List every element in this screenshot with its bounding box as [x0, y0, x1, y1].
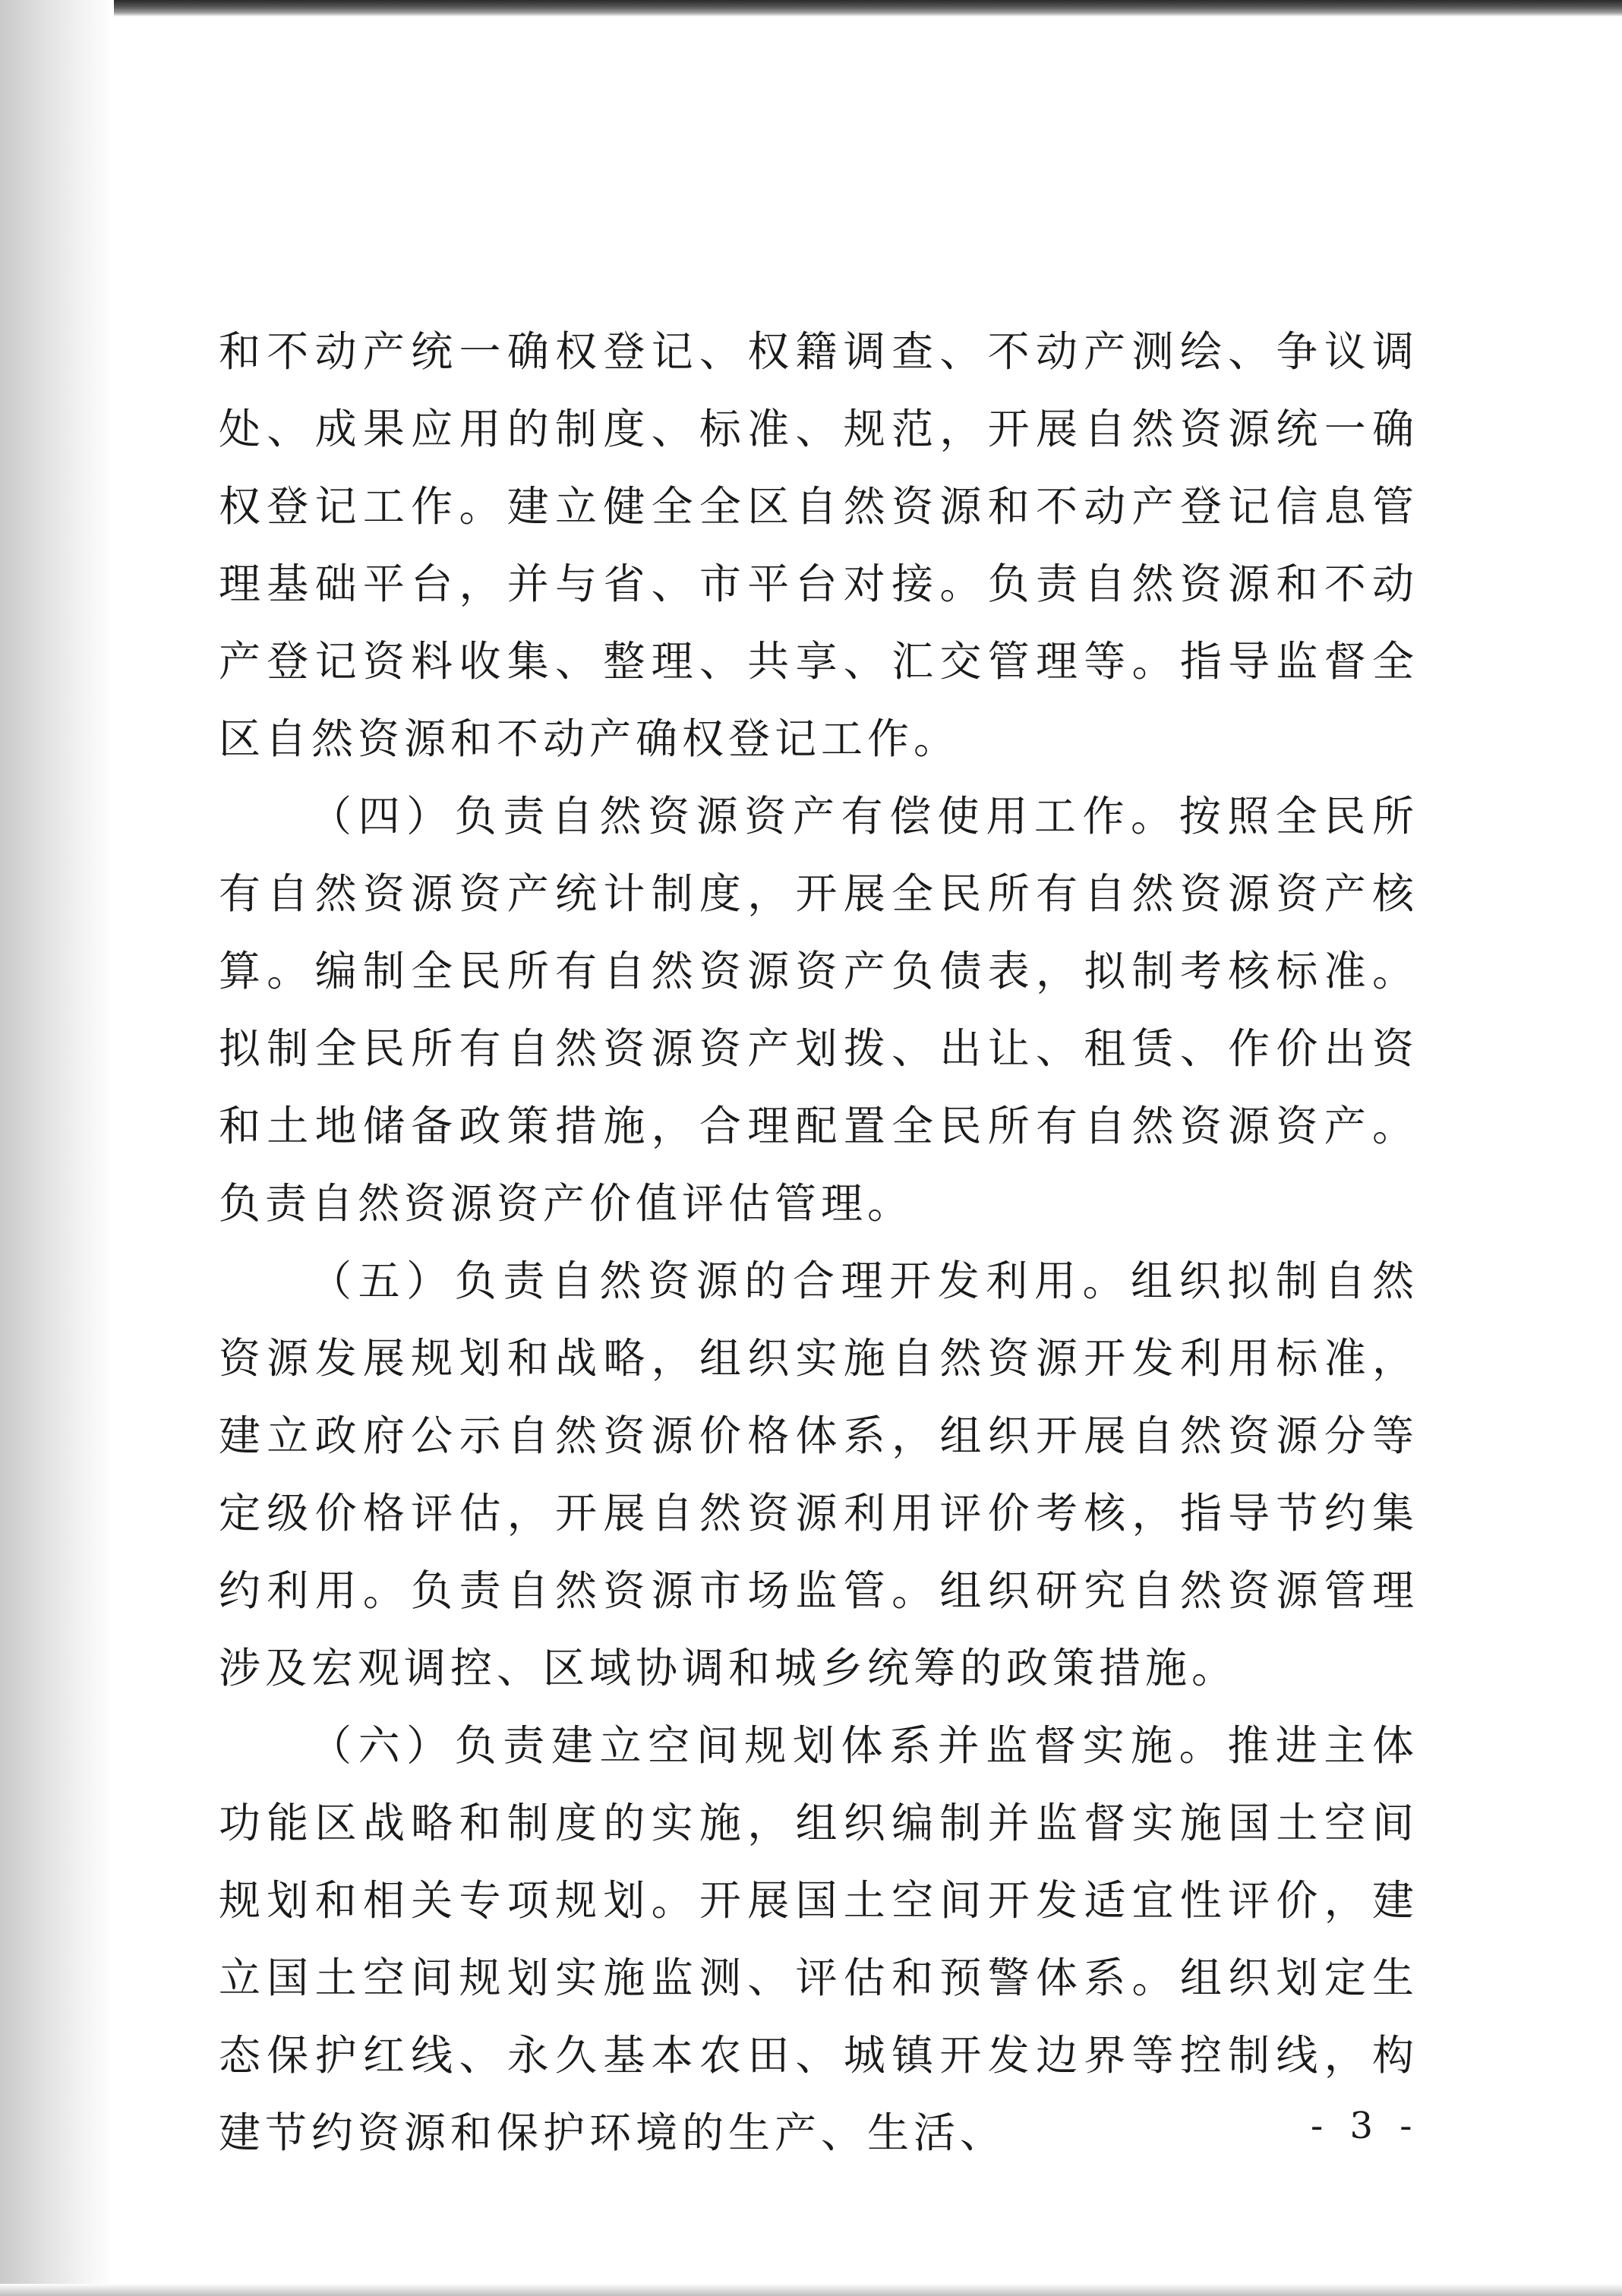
paragraph-item-5: （五）负责自然资源的合理开发利用。组织拟制自然资源发展规划和战略，组织实施自然资源开发利用标准，建立政府公示自然资源价格体系，组织开展自然资源分等定级价格评估，开展自然资源利用评价考核，指导节约集约利用。负责自然资源市场监管。组织研究自然资源管理涉及宏观调控、区域协调和城乡统筹的政策措施。 [219, 1257, 1418, 1692]
paragraph-item-6: （六）负责建立空间规划体系并监督实施。推进主体功能区战略和制度的实施，组织编制并监督实施国土空间规划和相关专项规划。开展国土空间开发适宜性评价，建立国土空间规划实施监测、评估和预警体系。组织划定生态保护红线、永久基本农田、城镇开发边界等控制线，构建节约资源和保护环境的生产、生活、 [219, 1721, 1418, 2157]
scan-top-edge [0, 0, 1622, 17]
document-body [219, 313, 1418, 2171]
paragraph-continuation: 和不动产统一确权登记、权籍调查、不动产测绘、争议调处、成果应用的制度、标准、规范，开展自然资源统一确权登记工作。建立健全全区自然资源和不动产登记信息管理基础平台，并与省、市平台对接。负责自然资源和不动产登记资料收集、整理、共享、汇交管理等。指导监督全区自然资源和不动产确权登记工作。 [219, 327, 1418, 763]
scan-left-shadow [0, 0, 114, 2296]
scan-bottom-edge [0, 2284, 1622, 2296]
page-number: - 3 - [1311, 2105, 1420, 2147]
paragraph-item-4: （四）负责自然资源资产有偿使用工作。按照全民所有自然资源资产统计制度，开展全民所有自然资源资产核算。编制全民所有自然资源资产负债表，拟制考核标准。拟制全民所有自然资源资产划拨、出让、租赁、作价出资和土地储备政策措施，合理配置全民所有自然资源资产。负责自然资源资产价值评估管理。 [219, 792, 1418, 1228]
